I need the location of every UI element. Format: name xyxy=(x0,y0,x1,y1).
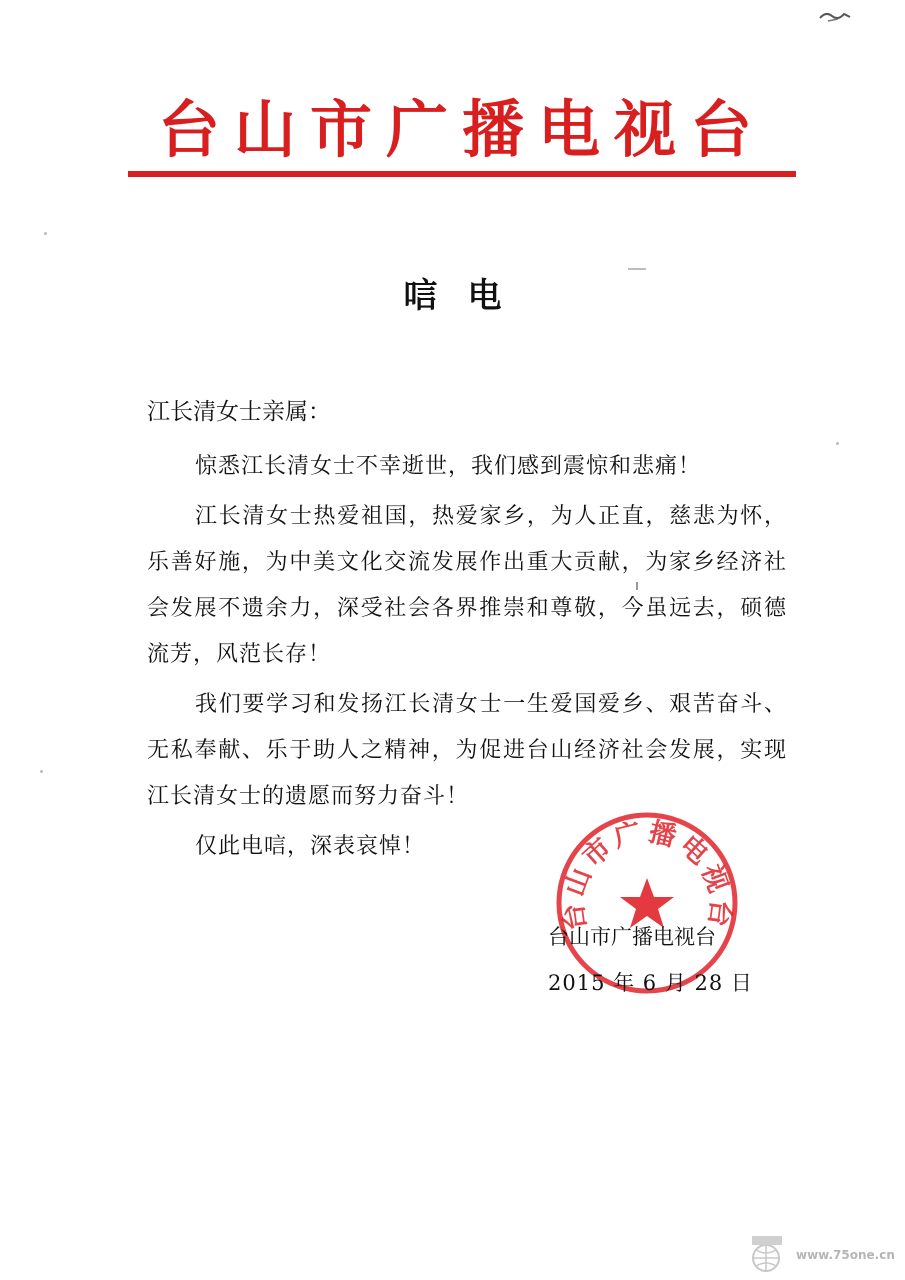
svg-text:台山市广播电视台: 台山市广播电视台 xyxy=(557,816,737,933)
letterhead-org-name: 台山市广播电视台 xyxy=(157,93,766,166)
body-paragraph: 惊悉江长清女士不幸逝世，我们感到震惊和悲痛！ xyxy=(195,454,702,479)
scan-speck xyxy=(44,232,47,235)
salutation: 江长清女士亲属： xyxy=(147,399,331,425)
document-title: 唁电 xyxy=(403,276,532,316)
letterhead-red-rule xyxy=(128,171,796,177)
body-paragraph: 江长清女士热爱祖国，热爱家乡，为人正直，慈悲为怀，乐善好施，为中美文化交流发展作出重大贡献，为家乡经济社会发展不遗余力，深受社会各界推崇和尊敬，今虽远去，硕德流芳，风范长存！ xyxy=(147,504,787,667)
scan-speck xyxy=(836,442,839,445)
letter-body xyxy=(147,444,787,870)
scan-speck xyxy=(40,770,43,773)
body-paragraph: 仅此电唁，深表哀悼！ xyxy=(195,834,426,859)
signature-org: 台山市广播电视台 xyxy=(548,925,716,949)
watermark-text: www.75one.cn xyxy=(796,1248,895,1262)
body-paragraph: 我们要学习和发扬江长清女士一生爱国爱乡、艰苦奋斗、无私奉献、乐于助人之精神，为促进台山经济社会发展，实现江长清女士的遗愿而努力奋斗！ xyxy=(147,692,787,809)
scan-mark-icon xyxy=(818,8,852,24)
signature-date: 2015 年 6 月 28 日 xyxy=(548,971,753,995)
